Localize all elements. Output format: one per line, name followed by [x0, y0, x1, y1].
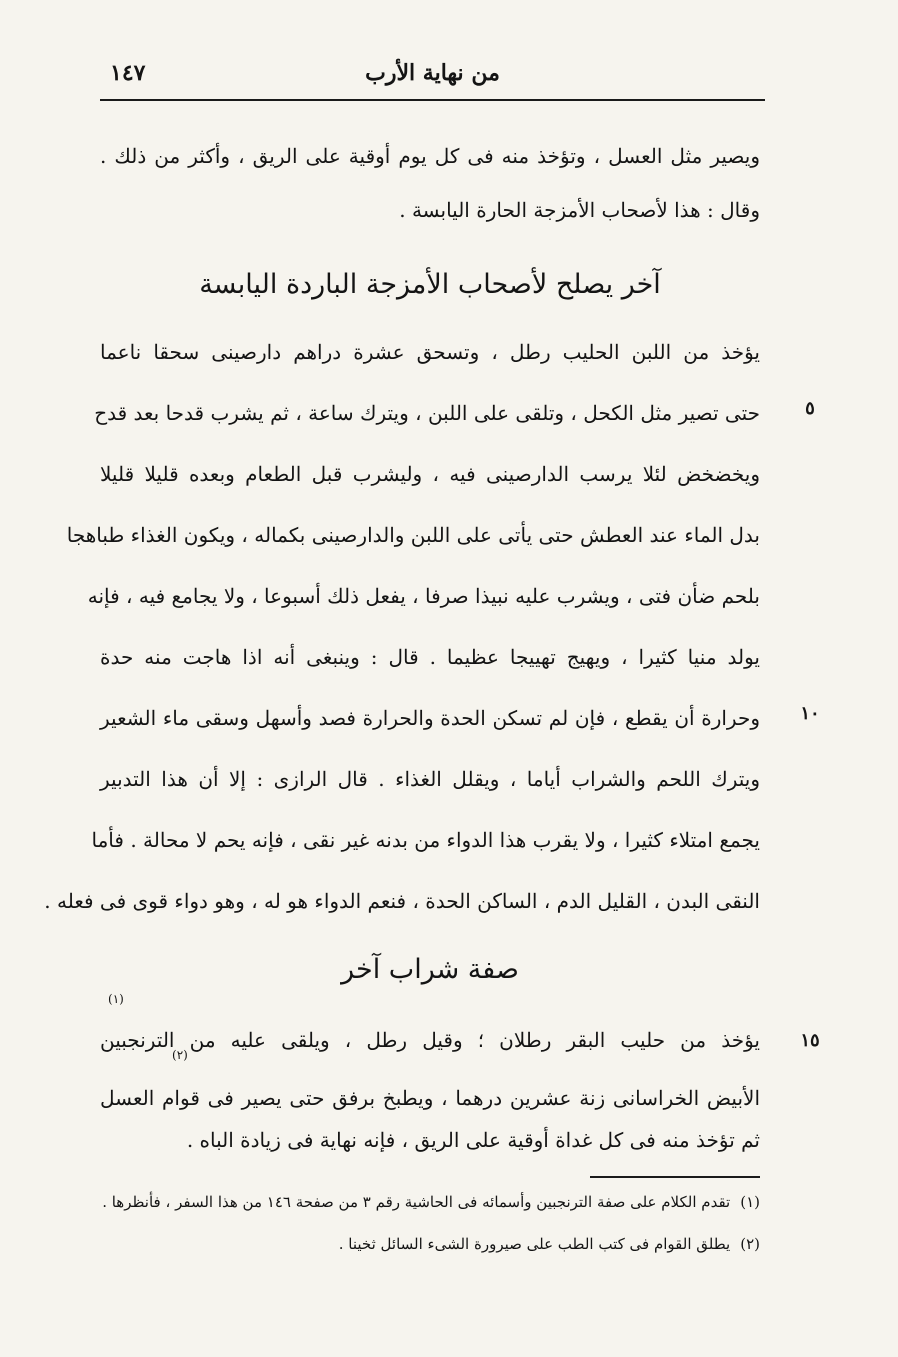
- body-line: ويترك اللحم والشراب أياما ، ويقلل الغذاء . قال الرازى : إلا أن هذا التدبير: [100, 767, 760, 791]
- page-header: [100, 58, 765, 98]
- line-number-10: ١٠: [800, 703, 820, 724]
- section-heading-2: صفة شراب آخر: [341, 954, 519, 985]
- body-line: ويخضخض لئلا يرسب الدارصينى فيه ، وليشرب قبل الطعام وبعده قليلا قليلا: [100, 462, 760, 486]
- body-line: حتى تصير مثل الكحل ، وتلقى على اللبن ، ويترك ساعة ، ثم يشرب قدحا بعد قدح: [94, 401, 760, 425]
- body-line: يجمع امتلاء كثيرا ، ولا يقرب هذا الدواء من بدنه غير نقى ، فإنه يحم لا محالة . فأما: [91, 828, 760, 852]
- footnote-ref-1: (١): [108, 992, 124, 1006]
- page-number: ١٤٧: [110, 60, 146, 86]
- line-number-5: ٥: [805, 398, 815, 419]
- header-rule: [100, 99, 765, 101]
- body-line: النقى البدن ، القليل الدم ، الساكن الحدة ، فنعم الدواء هو له ، وهو دواء قوى فى فعله .: [44, 889, 760, 913]
- body-line: يولد منيا كثيرا ، ويهيج تهييجا عظيما . قال : وينبغى أنه اذا هاجت منه حدة: [100, 645, 760, 669]
- body-line: يؤخذ من اللبن الحليب رطل ، وتسحق عشرة دراهم دارصينى سحقا ناعما: [100, 340, 760, 364]
- body-line: وحرارة أن يقطع ، فإن لم تسكن الحدة والحرارة فصد وأسهل وسقى ماء الشعير: [100, 706, 760, 730]
- body-line: ثم تؤخذ منه فى كل غداة أوقية على الريق ، فإنه نهاية فى زيادة الباه .: [186, 1128, 760, 1152]
- body-line: بلحم ضأن فتى ، ويشرب عليه نبيذا صرفا ، يفعل ذلك أسبوعا ، ولا يجامع فيه ، فإنه: [87, 584, 760, 608]
- footnote-text: يطلق القوام فى كتب الطب على صيرورة الشىء السائل ثخينا .: [338, 1235, 731, 1253]
- intro-line-1: ويصير مثل العسل ، وتؤخذ منه فى كل يوم أوقية على الريق ، وأكثر من ذلك .: [100, 144, 760, 168]
- footnote-text: تقدم الكلام على صفة الترنجبين وأسمائه فى الحاشية رقم ٣ من صفحة ١٤٦ من هذا السفر ، فأنظرها .: [102, 1193, 731, 1211]
- footnote-rule: [590, 1176, 760, 1178]
- footnote-marker: (٢): [740, 1235, 760, 1253]
- intro-line-2: وقال : هذا لأصحاب الأمزجة الحارة اليابسة .: [399, 198, 760, 222]
- body-line: يؤخذ من حليب البقر رطلان ؛ وقيل رطل ، ويلقى عليه من الترنجبين: [100, 1028, 760, 1052]
- body-line: الأبيض الخراسانى زنة عشرين درهما ، ويطبخ برفق حتى يصير فى قوام العسل: [100, 1086, 760, 1110]
- line-number-15: ١٥: [800, 1030, 820, 1051]
- body-line: بدل الماء عند العطش حتى يأتى على اللبن والدارصينى بكماله ، ويكون الغذاء طباهجا: [66, 523, 760, 547]
- footnote-2: [290, 1227, 760, 1261]
- section-heading-1: آخر يصلح لأصحاب الأمزجة الباردة اليابسة: [199, 269, 661, 300]
- running-title: من نهاية الأرب: [365, 60, 500, 86]
- footnote-marker: (١): [740, 1193, 760, 1211]
- footnote-ref-2: (٢): [172, 1048, 188, 1062]
- footnote-1: [102, 1185, 760, 1219]
